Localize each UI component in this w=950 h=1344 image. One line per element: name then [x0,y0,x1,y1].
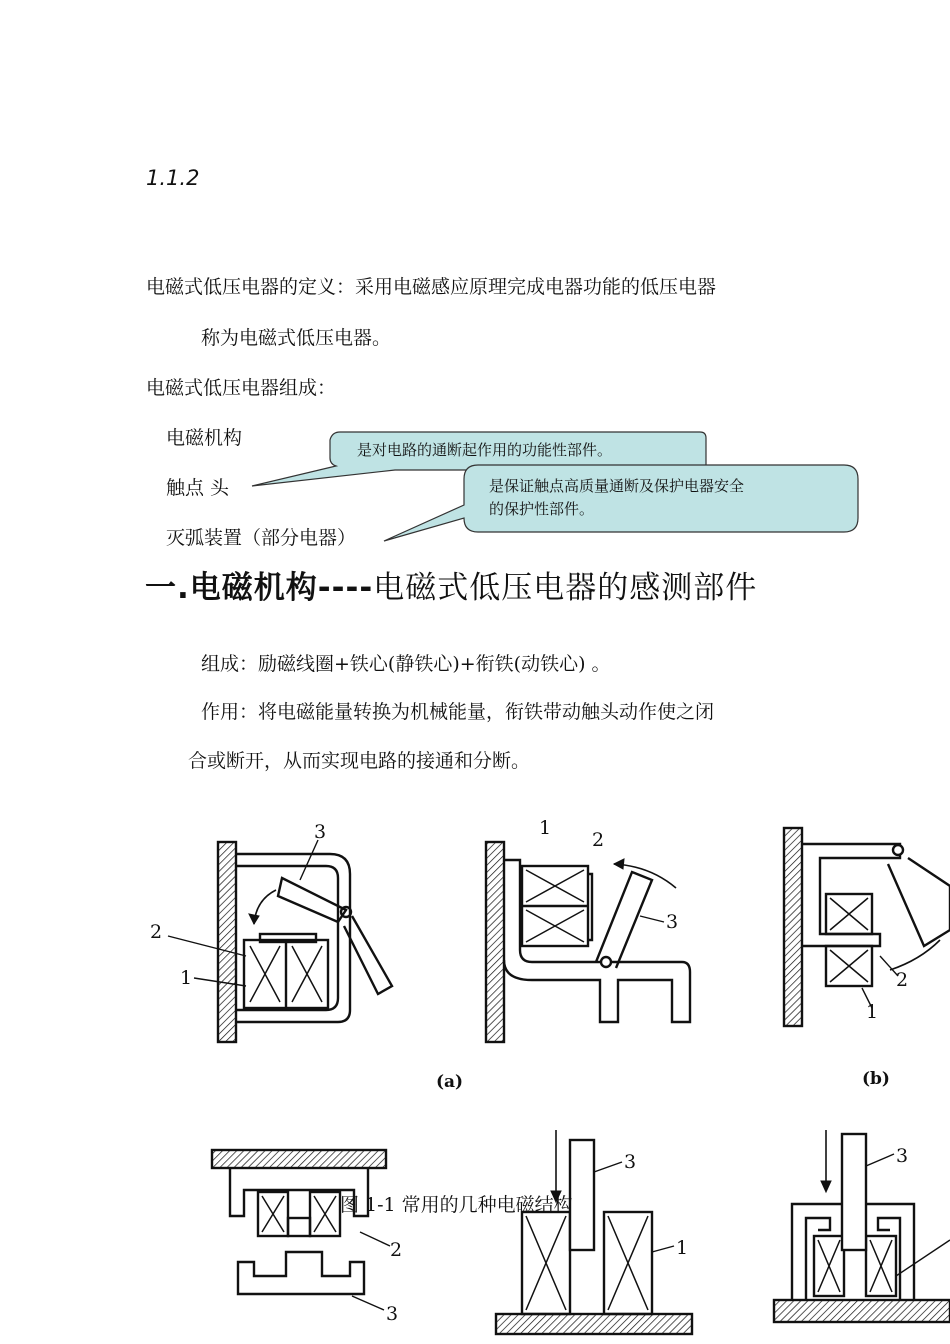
subfigure-label-b: (b) [862,1069,890,1089]
armature-a2 [596,872,652,968]
label-3-c2: 3 [624,1151,637,1173]
subfigure-label-a: (a) [436,1072,464,1092]
heading-suffix: 电磁式低压电器的感测部件 [373,570,758,606]
label-2-c1: 2 [390,1239,403,1261]
yoke-a2 [504,860,690,1022]
label-3-c1: 3 [386,1303,399,1325]
figure-caption: 图 1-1 常用的几种电磁结构 [340,1194,573,1216]
component-contacts: 触点 头 [166,477,230,499]
electromagnet-figure [0,800,950,1344]
armature-b [888,858,950,946]
section-heading [145,562,757,607]
heading-prefix: 一.电磁机构---- [145,570,374,606]
armature-c1 [238,1252,364,1294]
base-c3 [774,1300,950,1322]
label-3-a1: 3 [314,821,327,843]
function-line-1: 作用：将电磁能量转换为机械能量，衔铁带动触头动作使之闭 [201,701,715,723]
label-2-b: 2 [896,969,909,991]
mount-plate-a1 [218,842,236,1042]
label-1-a1: 1 [180,967,193,989]
label-1-a2: 1 [539,817,552,839]
armature-a1 [278,878,346,922]
label-3-c3: 3 [896,1145,909,1167]
component-magnetic-mechanism: 电磁机构 [166,427,243,449]
plunger-c2 [570,1140,594,1250]
plunger-c3 [842,1134,866,1250]
composition-detail: 组成：励磁线圈+铁心(静铁心)+衔铁(动铁心) 。 [201,653,611,675]
definition-line-2: 称为电磁式低压电器。 [201,327,392,349]
label-1-b: 1 [866,1001,879,1023]
label-2-a2: 2 [592,829,605,851]
pivot-a2 [601,957,611,967]
base-c2 [496,1314,692,1334]
callout-arc-text-2: 的保护性部件。 [489,500,595,518]
mount-plate-a2 [486,842,504,1042]
callout-bubbles [0,0,950,560]
mount-plate-b [784,828,802,1026]
component-arc-device: 灭弧装置（部分电器） [166,527,357,549]
label-3-a2: 3 [666,911,679,933]
label-2-a1: 2 [150,921,163,943]
mount-plate-c1 [212,1150,386,1168]
callout-arc-text-1: 是保证触点高质量通断及保护电器安全 [489,477,745,495]
composition-title: 电磁式低压电器组成： [146,377,337,399]
section-number: 1.1.2 [146,166,200,190]
function-line-2: 合或断开，从而实现电路的接通和分断。 [188,750,531,772]
callout-contacts-text: 是对电路的通断起作用的功能性部件。 [357,441,613,459]
definition-line-1: 电磁式低压电器的定义：采用电磁感应原理完成电器功能的低压电器 [146,276,717,298]
label-1-c2: 1 [676,1237,689,1259]
